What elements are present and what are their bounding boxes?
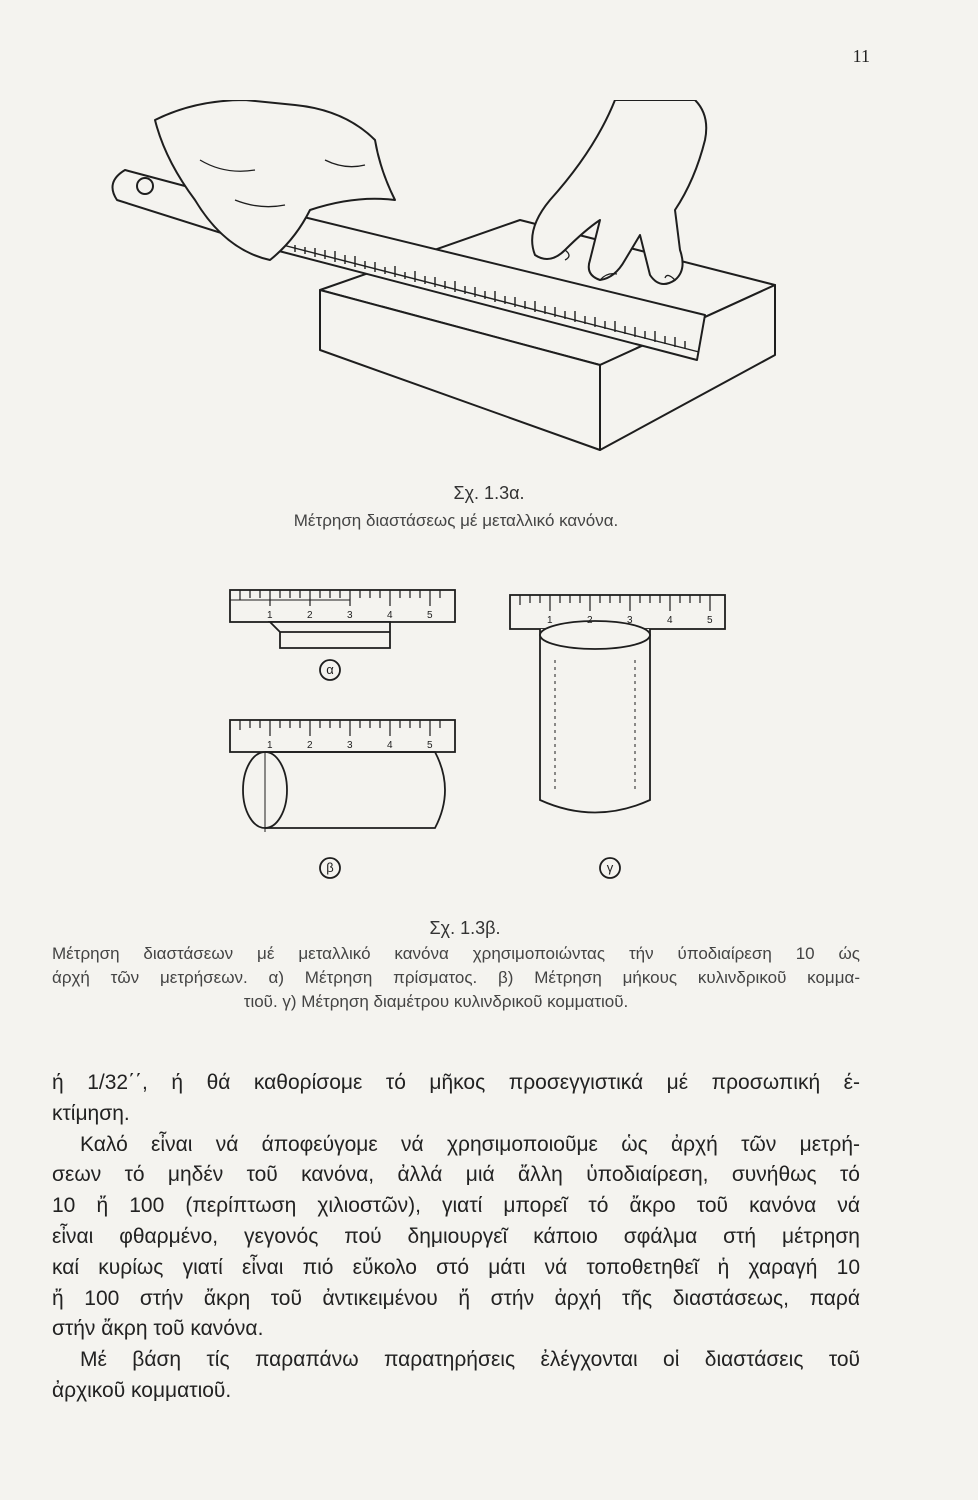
body-line: ή 1/32΄΄, ή θά καθορίσομε τό μῆκος προσεγγιστικά μέ προσωπική έ- [52,1071,860,1094]
body-line: Μέ βάση τίς παραπάνω παρατηρήσεις ἐλέγχονται οἱ διαστάσεις τοῦ [80,1348,860,1372]
ruler-beta-number-4: 4 [387,740,393,751]
prism [270,622,390,648]
label-beta: β [326,860,334,875]
ruler-beta [230,720,455,752]
sketch-alpha [230,590,455,680]
figure-b-caption-line: άρχή τῶν μετρήσεων. α) Μέτρηση πρίσματος. β) Μέτρηση μήκους κυλινδρικοῦ κομμα- [52,968,860,987]
label-gamma: γ [606,860,614,875]
body-line: 10 ἤ 100 (περίπτωση χιλιοστῶν), γιατί μπορεῖ τό ἄκρο τοῦ κανόνα νά [52,1194,860,1218]
ruler-alpha-number-2: 2 [307,610,313,621]
body-line: ἀρχικοῦ κομματιοῦ. [52,1378,232,1402]
ruler-gamma-number-3: 3 [627,615,633,626]
cylinder-body [265,752,445,828]
ruler-gamma-number-5: 5 [707,615,713,626]
ruler-gamma-number-1: 1 [547,615,553,626]
ruler-alpha-number-4: 4 [387,610,393,621]
ruler-alpha-number-1: 1 [267,610,273,621]
ruler-alpha-number-5: 5 [427,610,433,621]
body-text [52,1068,860,1407]
ruler-alpha [230,590,455,622]
body-line: στήν ἄκρη τοῦ κανόνα. [52,1317,264,1341]
right-hand [532,100,706,284]
figure-a-title: Σχ. 1.3α. [453,483,525,503]
figure-b-caption-line: τιοῦ. γ) Μέτρηση διαμέτρου κυλινδρικοῦ κομματιοῦ. [243,992,629,1011]
cylinder-vertical [540,629,650,813]
body-line: κτίμηση. [52,1101,130,1125]
ruler-beta-number-3: 3 [347,740,353,751]
ruler-beta-number-5: 5 [427,740,433,751]
sketch-beta [230,720,455,878]
figure-b-caption-line: Μέτρηση διαστάσεων μέ μεταλλικό κανόνα χρησιμοποιώντας τήν ύποδιαίρεση 10 ώς [52,944,860,963]
body-line: Καλό εἶναι νά άποφεύγομε νά χρησιμοποιοῦμε ὡς ἀρχή τῶν μετρή- [80,1132,860,1156]
figure-a-caption: Μέτρηση διαστάσεως μέ μεταλλικό κανόνα. [293,511,619,530]
ruler-gamma-number-2: 2 [587,615,593,626]
figure-ruler-on-block [95,100,815,460]
ruler-alpha-number-3: 3 [347,610,353,621]
sketch-gamma [510,595,725,878]
body-line: ἤ 100 στήν ἄκρη τοῦ ἀντικειμένου ἤ στήν ἀρχή τῆς διαστάσεως, παρά [52,1286,860,1310]
page-number: 11 [852,46,870,66]
ruler-beta-number-1: 1 [267,740,273,751]
body-line: εἶναι φθαρμένο, γεγονός πού δημιουργεῖ κάποιο σφάλμα στή μέτρηση [52,1224,860,1248]
ruler-gamma-number-4: 4 [667,615,673,626]
figure-three-measurements [210,570,770,890]
body-line: καί κυρίως γιατί εἶναι πιό εὔκολο στό μάτι νά τοποθετηθεῖ ἡ χαραγή 10 [52,1255,860,1279]
figure-b-caption [52,942,860,1014]
ruler-beta-number-2: 2 [307,740,313,751]
label-alpha: α [326,662,334,677]
figure-b-title: Σχ. 1.3β. [429,918,501,938]
body-line: σεων τό μηδέν τοῦ κανόνα, ἀλλά μιά ἄλλη ὑποδιαίρεση, συνήθως τό [52,1163,860,1187]
